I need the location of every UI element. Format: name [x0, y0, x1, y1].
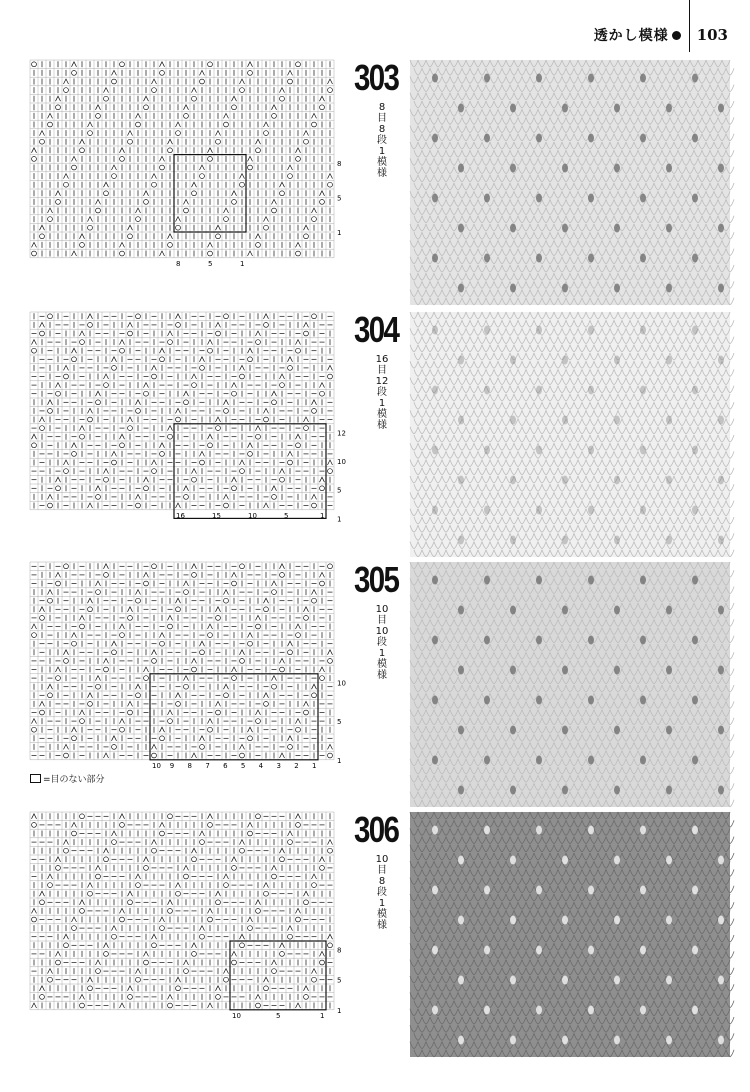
row-mark: 5	[337, 976, 342, 985]
col-mark: 8	[176, 259, 181, 268]
header-divider	[689, 0, 690, 52]
col-mark: 4	[258, 761, 264, 770]
pattern-number: 305	[354, 559, 399, 600]
section-title: 透かし模様	[593, 28, 669, 44]
col-mark: 10	[152, 761, 161, 770]
row-mark: 10	[337, 679, 346, 688]
swatch-texture	[410, 60, 730, 305]
page-number: 103	[696, 26, 728, 44]
knit-chart-grid	[30, 312, 350, 524]
page-header	[594, 22, 728, 48]
col-mark: 6	[223, 761, 228, 770]
pattern-repeat-info: 10目8段1模様	[375, 854, 389, 931]
pattern-number: 303	[354, 57, 399, 98]
legend-text: =目のない部分	[43, 775, 105, 785]
col-mark: 16	[176, 511, 185, 520]
swatch-background	[410, 562, 730, 807]
pattern-repeat-info: 8目8段1模様	[377, 102, 387, 179]
bullet-dot-icon	[672, 31, 681, 40]
knit-swatch-photo	[410, 312, 730, 557]
col-mark: 3	[276, 761, 281, 770]
col-mark: 2	[294, 761, 299, 770]
col-mark: 10	[232, 1011, 241, 1020]
knit-swatch-photo	[410, 562, 730, 807]
knit-chart-grid	[30, 60, 350, 268]
pattern-number: 304	[354, 309, 399, 350]
row-mark: 1	[337, 756, 342, 765]
col-mark: 1	[320, 511, 325, 520]
empty-cell-icon	[30, 774, 41, 783]
knit-chart	[30, 312, 350, 524]
row-mark: 1	[337, 515, 342, 524]
swatch-background	[410, 812, 730, 1057]
row-mark: 1	[337, 229, 342, 237]
col-mark: 1	[320, 1011, 325, 1020]
pattern-306	[30, 809, 730, 1057]
knit-chart-grid	[30, 562, 350, 770]
row-mark: 5	[337, 486, 342, 495]
grid-lines	[30, 812, 334, 1010]
swatch-texture	[410, 812, 730, 1057]
col-mark: 5	[208, 259, 213, 268]
col-mark: 1	[240, 259, 245, 268]
col-mark: 9	[169, 761, 175, 770]
knit-swatch-photo	[410, 60, 730, 305]
swatch-background	[410, 312, 730, 557]
pattern-305	[30, 559, 730, 807]
chart-legend	[30, 772, 105, 785]
pattern-number: 306	[354, 809, 399, 850]
col-mark: 15	[212, 511, 221, 520]
row-mark: 5	[337, 194, 342, 203]
row-mark: 8	[337, 160, 342, 169]
swatch-texture	[410, 312, 730, 557]
knit-chart	[30, 562, 350, 770]
knit-chart	[30, 812, 350, 1020]
col-mark: 8	[187, 761, 193, 770]
knit-chart	[30, 60, 350, 268]
swatch-texture	[410, 562, 730, 807]
col-mark: 5	[240, 761, 246, 770]
col-mark: 5	[276, 1011, 281, 1020]
row-mark: 8	[337, 946, 342, 955]
row-mark: 12	[337, 429, 346, 438]
col-mark: 1	[312, 761, 317, 770]
row-mark: 1	[337, 1006, 342, 1015]
row-mark: 10	[337, 458, 346, 467]
col-mark: 7	[205, 761, 210, 770]
col-mark: 5	[284, 511, 289, 520]
pattern-303	[30, 57, 730, 305]
pattern-repeat-info: 16目12段1模様	[375, 354, 389, 431]
knit-chart-grid	[30, 812, 350, 1020]
pattern-304	[30, 309, 730, 557]
knit-swatch-photo	[410, 812, 730, 1057]
col-mark: 10	[248, 511, 257, 520]
swatch-background	[410, 60, 730, 305]
pattern-repeat-info: 10目10段1模様	[375, 604, 389, 681]
row-mark: 5	[337, 718, 342, 727]
